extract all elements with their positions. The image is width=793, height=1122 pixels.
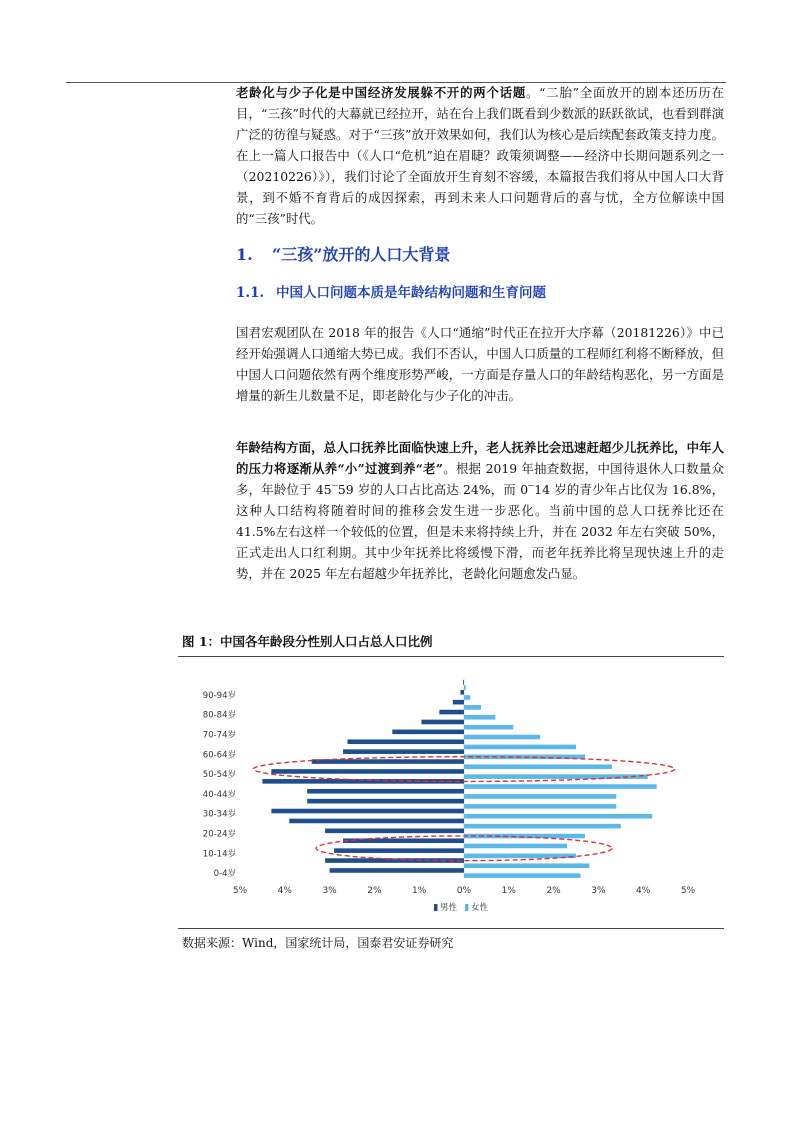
subsection-title: 中国人口问题本质是年龄结构问题和生育问题 — [276, 285, 546, 301]
male-bar-65-69岁 — [348, 739, 464, 744]
male-bar-25-29岁 — [289, 819, 464, 824]
y-tick-label: 80-84岁 — [202, 710, 236, 721]
figure-title: 图 1：中国各年龄段分性别人口占总人口比例 — [182, 634, 433, 649]
y-tick-label: 10-14岁 — [202, 849, 236, 860]
female-bar-40-44岁 — [464, 794, 616, 799]
male-bar-30-34岁 — [271, 809, 464, 814]
female-bar-55-59岁 — [464, 764, 612, 769]
female-bar-75-79岁 — [464, 725, 513, 730]
figure-bottom-rule — [178, 928, 724, 929]
y-tick-label: 30-34岁 — [202, 809, 236, 820]
female-bar-90-94岁 — [464, 695, 470, 700]
x-tick-label: 5% — [680, 886, 696, 896]
population-pyramid-chart — [178, 660, 724, 926]
paragraph-age-structure — [236, 437, 724, 584]
female-bar-30-34岁 — [464, 814, 652, 819]
female-bar-65-69岁 — [464, 745, 576, 750]
section-heading-1 — [236, 242, 450, 265]
section-title: “三孩”放开的人口大背景 — [272, 245, 451, 264]
male-bar-10-14岁 — [334, 848, 464, 853]
female-bar-0-4岁 — [464, 873, 580, 878]
x-tick-label: 5% — [232, 886, 248, 896]
x-tick-label: 2% — [546, 886, 561, 896]
y-tick-label: 40-44岁 — [202, 789, 236, 800]
male-bar-75-79岁 — [421, 720, 464, 725]
data-source: 数据来源：Wind，国家统计局，国泰君安证券研究 — [182, 936, 454, 950]
legend-female-swatch — [465, 904, 469, 911]
female-bar-25-29岁 — [464, 824, 621, 829]
age-structure-bold-lead: 年龄结构方面，总人口抚养比面临快速上升，老人抚养比会迅速赶超少儿抚养比，中年人的压力将逐渐从养“小”过渡到养“老” — [236, 440, 724, 476]
y-tick-label: 90-94岁 — [202, 690, 236, 701]
figure-top-rule — [178, 656, 724, 657]
x-tick-label: 2% — [367, 886, 382, 896]
male-bar-60-64岁 — [343, 749, 464, 754]
paragraph-population-deflation: 国君宏观团队在 2018 年的报告《人口“通缩”时代正在拉开大序幕（20181226）》中已经开始强调人口通缩大势已成。我们不否认，中国人口质量的工程师红利将不断释放，但中国人口问题依然有两个维度形势严峻，一方面是存量人口的年龄结构恶化，另一方面是增量的新生儿数量不足，即老龄化与少子化的冲击。 — [236, 325, 724, 403]
male-bar-35-39岁 — [307, 799, 464, 804]
female-bar-10-14岁 — [464, 854, 576, 859]
x-tick-label: 3% — [322, 886, 337, 896]
x-tick-label: 4% — [277, 886, 292, 896]
legend-female-label: 女性 — [471, 903, 489, 913]
intro-body: 。“二胎”全面放开的剧本还历历在目，“三孩”时代的大幕就已经拉开，站在台上我们既看到少数派的跃跃欲试，也看到群演广泛的彷徨与疑惑。对于“三孩”放开效果如何，我们认为核心是后续配套政策支持力度。在上一篇人口报告中（《人口“危机”迫在眉睫？政策须调整——经济中长期问题系列之一（20210226）》），我们讨论了全面放开生育刻不容缓，本篇报告我们将从中国人口大背景，到不婚不育背后的成因探索，再到未来人口问题背后的喜与忧，全方位解读中国的“三孩”时代。 — [236, 85, 725, 226]
female-bar-35-39岁 — [464, 804, 616, 809]
male-bar-40-44岁 — [307, 789, 464, 794]
male-bar-70-74岁 — [392, 730, 464, 735]
female-bar-15-19岁 — [464, 844, 567, 849]
x-tick-label: 0% — [456, 886, 472, 896]
female-bar-45-49岁 — [464, 784, 657, 789]
female-bar-85-89岁 — [464, 705, 481, 710]
y-tick-label: 20-24岁 — [202, 829, 236, 840]
legend-male-label: 男性 — [440, 903, 458, 913]
female-bar-50-54岁 — [464, 774, 648, 779]
y-tick-label: 0-4岁 — [213, 869, 236, 880]
x-tick-label: 1% — [501, 886, 516, 896]
female-bar-5-9岁 — [464, 863, 589, 868]
intro-bold-lead: 老龄化与少子化是中国经济发展躲不开的两个话题 — [236, 85, 526, 100]
intro-paragraph — [236, 82, 724, 229]
y-tick-label: 50-54岁 — [202, 770, 236, 781]
age-structure-body: 。根据 2019 年抽查数据，中国待退休人口数量众多，年龄位于 45‾59 岁的人口占比高达 24%，而 0‾14 岁的青少年占比仅为 16.8%，这种人口结构将随着时间的推移会发生进一步恶化。当前中国的总人口抚养比还在 41.5%左右这样一个较低的位置，但是未来将持续上升，并在 2032 年左右突破 50%，正式走出人口红利期。其中少年抚养比将缓慢下滑，而老年抚养比将呈现快速上升的走势，并在 2025 年左右超越少年抚养比，老龄化问题愈发凸显。 — [236, 461, 724, 581]
legend-male-swatch — [434, 904, 438, 911]
subsection-heading-1-1 — [236, 281, 546, 301]
female-bar-70-74岁 — [464, 735, 540, 740]
male-bar-85-89岁 — [453, 700, 464, 705]
male-bar-50-54岁 — [271, 769, 464, 774]
female-bar-80-84岁 — [464, 715, 495, 720]
male-bar-20-24岁 — [325, 829, 464, 834]
x-tick-label: 3% — [591, 886, 606, 896]
section-number: 1. — [236, 245, 253, 264]
y-tick-label: 60-64岁 — [202, 750, 236, 761]
x-tick-label: 1% — [412, 886, 427, 896]
subsection-number: 1.1. — [236, 285, 265, 301]
male-bar-0-4岁 — [330, 868, 464, 873]
male-bar-95+岁 — [463, 680, 464, 685]
male-bar-90-94岁 — [460, 690, 464, 695]
male-bar-80-84岁 — [439, 710, 464, 715]
x-tick-label: 4% — [636, 886, 651, 896]
y-tick-label: 70-74岁 — [202, 730, 236, 741]
female-bar-95+岁 — [464, 685, 466, 690]
